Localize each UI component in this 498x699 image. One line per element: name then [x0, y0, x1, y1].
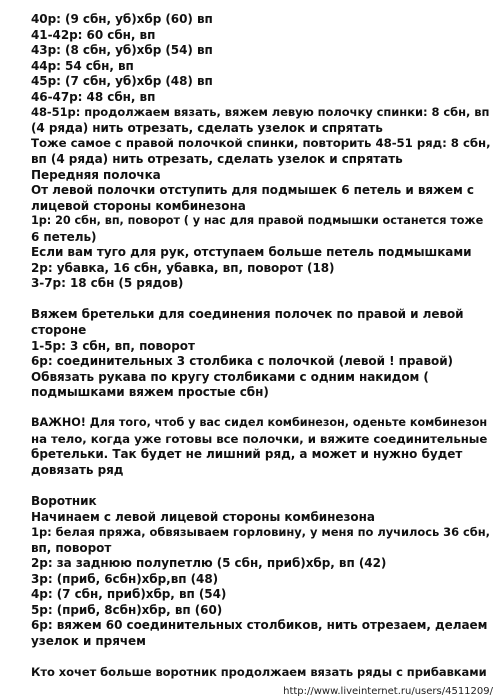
text-line: 44р: 54 сбн, вп: [31, 58, 134, 73]
text-line: узелок и прячем: [31, 634, 146, 648]
text-line: на тело, когда уже готовы все полочки, и вяжите соединительные: [31, 431, 488, 446]
text-line: (4 ряда) нить отрезать, сделать узелок и спрятать: [31, 120, 383, 135]
text-line: 1-5р: 3 сбн, вп, поворот: [31, 338, 195, 353]
text-line: Тоже самое с правой полочкой спинки, повторить 48-51 ряд: 8 сбн,: [31, 136, 491, 151]
text-line: 2р: убавка, 16 сбн, убавка, вп, поворот (18): [31, 260, 335, 275]
text-line: лицевой стороны комбинезона: [31, 198, 246, 213]
text-line: От левой полочки отступить для подмышек 6 петель и вяжем с: [31, 183, 474, 198]
text-line: Начинаем с левой лицевой стороны комбинезона: [31, 509, 375, 524]
text-line: 1р: белая пряжа, обвязываем горловину, у меня по лучилось 36 сбн,: [31, 525, 490, 540]
text-line: Вяжем бретельки для соединения полочек по правой и левой: [31, 307, 464, 322]
source-watermark: http://www.liveinternet.ru/users/4511209/: [283, 686, 493, 697]
text-line: 43р: (8 сбн, уб)хбр (54) вп: [31, 43, 213, 58]
text-line: 45р: (7 сбн, уб)хбр (48) вп: [31, 74, 213, 89]
text-line: Обвязать рукава по кругу столбиками с одним накидом (: [31, 369, 429, 384]
text-line: 3-7р: 18 сбн (5 рядов): [31, 276, 184, 291]
text-line: подмышками вяжем простые сбн): [31, 385, 269, 400]
text-line: 2р: за заднюю полупетлю (5 сбн, приб)хбр, вп (42): [31, 556, 387, 571]
text-line: стороне: [31, 323, 87, 337]
text-line: Передняя полочка: [31, 167, 161, 182]
text-line: Кто хочет больше воротник продолжаем вязать ряды с прибавками: [31, 665, 487, 680]
text-line: Воротник: [31, 494, 97, 509]
text-line: 1р: 20 сбн, вп, поворот ( у нас для правой подмышки останется тоже: [31, 214, 484, 228]
text-line: 6р: соединительных 3 столбика с полочкой (левой ! правой): [31, 354, 453, 369]
text-line: 41-42р: 60 сбн, вп: [31, 27, 156, 42]
text-line: вп, поворот: [31, 540, 112, 555]
text-line: Если вам туго для рук, отступаем больше петель подмышками: [31, 245, 472, 260]
text-line: довязать ряд: [31, 462, 124, 477]
text-line: 3р: (приб, 6сбн)хбр,вп (48): [31, 571, 219, 586]
text-line: бретельки. Так будет не лишний ряд, а может и нужно будет: [31, 447, 463, 462]
text-line: 5р: (приб, 8сбн)хбр, вп (60): [31, 602, 223, 617]
text-line: ВАЖНО! Для того, чтоб у вас сидел комбинезон, оденьте комбинезон: [31, 416, 488, 430]
text-line: 46-47р: 48 сбн, вп: [31, 89, 156, 104]
text-line: 4р: (7 сбн, приб)хбр, вп (54): [31, 587, 227, 602]
text-line: 6 петель): [31, 229, 97, 244]
text-line: вп (4 ряда) нить отрезать, сделать узелок и спрятать: [31, 151, 403, 166]
text-line: 6р: вяжем 60 соединительных столбиков, нить отрезаем, делаем: [31, 618, 488, 633]
text-line: 40р: (9 сбн, уб)хбр (60) вп: [31, 12, 213, 26]
text-line: 48-51р: продолжаем вязать, вяжем левую полочку спинки: 8 сбн, вп: [31, 105, 490, 120]
